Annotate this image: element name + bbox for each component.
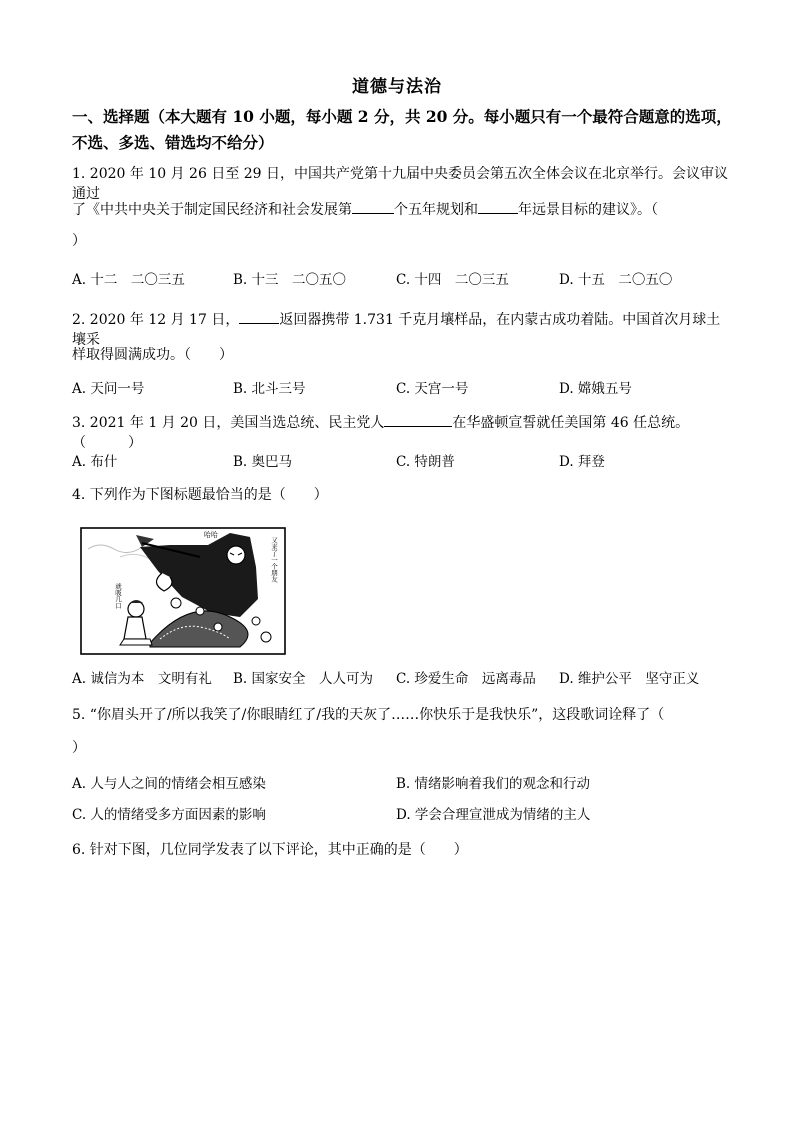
option-b[interactable]: B. 北斗三号 — [233, 381, 306, 397]
question-2-line-1: 2. 2020 年 12 月 17 日， 返回器携带 1.731 千克月壤样品，在内蒙古成功着陆。中国首次月球土壤采 — [72, 309, 732, 350]
section-heading — [72, 104, 732, 156]
option-b[interactable]: B. 十三 二〇五〇 — [233, 272, 347, 288]
person-legs — [120, 639, 152, 645]
question-3-options — [72, 450, 732, 470]
option-a[interactable]: A. 诚信为本 文明有礼 — [72, 671, 212, 687]
option-a[interactable]: A. 十二 二〇三五 — [72, 272, 185, 288]
page-title: 道德与法治 — [352, 77, 442, 97]
option-b[interactable]: B. 奥巴马 — [233, 454, 293, 470]
figure-head — [227, 546, 245, 564]
question-3-line-1: 3. 2021 年 1 月 20 日，美国当选总统、民主党人 在华盛顿宣誓就任美国第 46 任总统。（ ） — [72, 412, 732, 453]
option-a[interactable]: A. 天问一号 — [72, 381, 145, 397]
question-4-options — [72, 667, 732, 687]
question-1-options — [72, 268, 732, 288]
question-1-line-3: ） — [72, 233, 86, 249]
option-c[interactable]: C. 天宫一号 — [396, 381, 469, 397]
option-c[interactable]: C. 特朗普 — [396, 454, 455, 470]
question-2-line-2: 样取得圆满成功。（ ） — [72, 347, 233, 363]
answer-blank — [352, 199, 394, 214]
flower — [261, 632, 271, 642]
person-head — [128, 601, 144, 617]
option-b[interactable]: B. 国家安全 人人可为 — [233, 671, 374, 687]
option-d[interactable]: D. 十五 二〇五〇 — [559, 272, 673, 288]
flower — [171, 598, 181, 608]
option-d[interactable]: D. 嫦娥五号 — [559, 381, 632, 397]
option-c[interactable]: C. 人的情绪受多方面因素的影响 — [72, 807, 266, 823]
answer-blank — [239, 309, 279, 324]
question-1-line-2: 了《中共中央关于制定国民经济和社会发展第 个五年规划和 年远景目标的建议》。（ — [72, 199, 732, 220]
cartoon-caption-inhale: 就吸几口 — [114, 583, 122, 609]
flower — [252, 617, 260, 625]
question-2-options — [72, 377, 732, 397]
section-heading-line-2: 不选、多选、错选均不给分） — [72, 133, 274, 152]
option-d[interactable]: D. 维护公平 坚守正义 — [559, 671, 700, 687]
answer-blank — [478, 199, 518, 214]
question-5-line-2: ） — [72, 740, 86, 756]
option-d[interactable]: D. 学会合理宣泄成为情绪的主人 — [396, 807, 591, 823]
option-c[interactable]: C. 珍爱生命 远离毒品 — [396, 671, 536, 687]
question-1-line-1: 1. 2020 年 10 月 26 日至 29 日，中国共产党第十九届中央委员会第五次全体会议在北京举行。会议审议通过 — [72, 166, 729, 202]
flower — [214, 623, 222, 631]
option-d[interactable]: D. 拜登 — [559, 454, 605, 470]
option-b[interactable]: B. 情绪影响着我们的观念和行动 — [396, 776, 591, 792]
section-heading-line-1: 一、选择题（本大题有 10 小题，每小题 2 分，共 20 分。每小题只有一个最符合题意的选项， — [72, 107, 732, 126]
cartoon-caption-laugh: 哈哈 — [204, 531, 218, 539]
option-a[interactable]: A. 布什 — [72, 454, 118, 470]
option-c[interactable]: C. 十四 二〇三五 — [396, 272, 509, 288]
question-5-options-row-2 — [72, 803, 732, 823]
question-5-line-1: 5. “你眉头开了/所以我笑了/你眼睛红了/我的天灰了……你快乐于是我快乐”，这段歌词诠释了（ — [72, 707, 665, 723]
question-5-options-row-1 — [72, 772, 732, 792]
answer-blank — [384, 412, 452, 427]
person-body — [124, 617, 146, 639]
option-a[interactable]: A. 人与人之间的情绪会相互感染 — [72, 776, 266, 792]
flower — [196, 607, 204, 615]
question-6-line-1: 6. 针对下图，几位同学发表了以下评论，其中正确的是（ ） — [72, 842, 468, 858]
question-4-line-1: 4. 下列作为下图标题最恰当的是（ ） — [72, 487, 328, 503]
cartoon-caption-friend: 又来了一个朋友 — [270, 537, 278, 583]
cartoon-image — [80, 527, 286, 655]
